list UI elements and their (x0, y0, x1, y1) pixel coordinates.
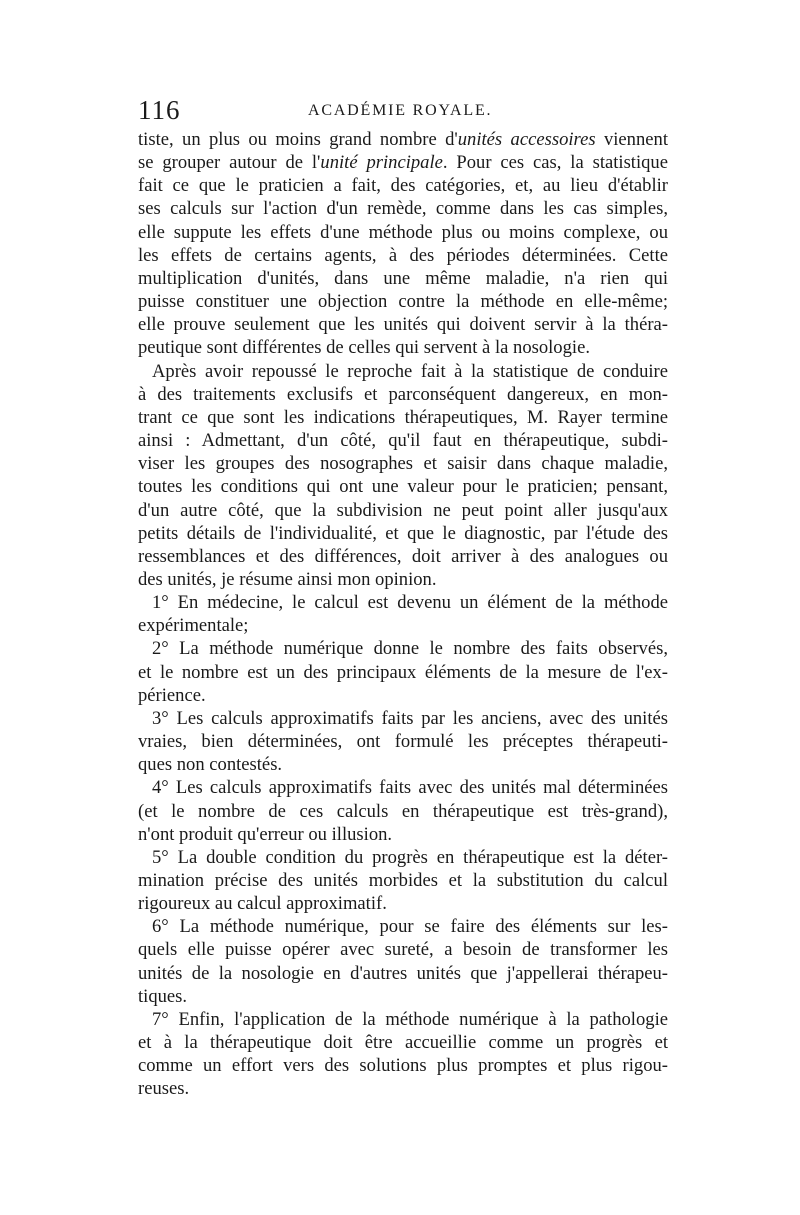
text-line: d'un autre côté, que la subdivision ne peut point aller jusqu'aux (138, 499, 668, 521)
paragraph (138, 128, 668, 360)
text-line: fait ce que le praticien a fait, des catégories, et, au lieu d'établir (138, 175, 668, 197)
text-line: 5° La double condition du progrès en thérapeutique est la déter- (152, 846, 668, 868)
text-line: se grouper autour de l'unité principale. Pour ces cas, la statistique (138, 152, 668, 174)
running-title: ACADÉMIE ROYALE. (308, 102, 493, 119)
text-line: quels elle puisse opérer avec sureté, a besoin de transformer les (138, 939, 668, 961)
text-line: puisse constituer une objection contre la méthode en elle-même; (138, 291, 668, 313)
text-line: 3° Les calculs approximatifs faits par les anciens, avec des unités (152, 707, 668, 729)
paragraph (138, 1008, 668, 1101)
page-number: 116 (138, 95, 181, 125)
text-line: petits détails de l'individualité, et que le diagnostic, par l'étude des (138, 522, 668, 544)
text-line: viser les groupes des nosographes et saisir dans chaque maladie, (138, 453, 668, 475)
text-line: peutique sont différentes de celles qui servent à la nosologie. (138, 337, 590, 359)
paragraph (138, 637, 668, 706)
text-line: (et le nombre de ces calculs en thérapeutique est très-grand), (138, 800, 668, 822)
text-line: les effets de certains agents, à des périodes déterminées. Cette (138, 244, 668, 266)
text-line: périence. (138, 684, 206, 706)
text-line: des unités, je résume ainsi mon opinion. (138, 568, 437, 590)
text-line: ques non contestés. (138, 754, 283, 776)
body-text (138, 128, 668, 1101)
paragraph (138, 915, 668, 1008)
italic-term: unités accessoires (457, 129, 596, 150)
text-line: rigoureux au calcul approximatif. (138, 893, 387, 915)
text-line: n'ont produit qu'erreur ou illusion. (138, 823, 393, 845)
text-line: vraies, bien déterminées, ont formulé les préceptes thérapeuti- (138, 731, 668, 753)
text-line: expérimentale; (138, 615, 249, 637)
text-line: ressemblances et des différences, doit arriver à des analogues ou (138, 545, 668, 567)
italic-term: unité principale (320, 152, 443, 174)
text-line: 2° La méthode numérique donne le nombre des faits observés, (152, 638, 668, 660)
paragraph (138, 846, 668, 915)
text-line: et le nombre est un des principaux éléments de la mesure de l'ex- (138, 661, 668, 683)
text-line: mination précise des unités morbides et la substitution du calcul (138, 870, 668, 891)
text-line: 4° Les calculs approximatifs faits avec des unités mal déterminées (152, 777, 668, 799)
running-head (138, 92, 668, 128)
text-line: 6° La méthode numérique, pour se faire des éléments sur les- (152, 916, 668, 938)
paragraph (138, 591, 668, 637)
text-line: tiste, un plus ou moins grand nombre d'unités accessoires viennent (138, 129, 668, 150)
paragraph (138, 707, 668, 776)
text-line: Après avoir repoussé le reproche fait à la statistique de conduire (152, 360, 668, 382)
text-line: toutes les conditions qui ont une valeur pour le praticien; pensant, (138, 476, 668, 498)
text-line: reuses. (138, 1078, 190, 1100)
text-line: 1° En médecine, le calcul est devenu un élément de la méthode (152, 592, 668, 614)
text-line: multiplication d'unités, dans une même maladie, n'a rien qui (138, 267, 668, 289)
text-line: elle suppute les effets d'une méthode plus ou moins complexe, ou (138, 221, 668, 243)
text-line: comme un effort vers des solutions plus promptes et plus rigou- (138, 1055, 668, 1077)
text-line: ses calculs sur l'action d'un remède, comme dans les cas simples, (138, 198, 668, 220)
paragraph (138, 360, 668, 592)
text-line: à des traitements exclusifs et parconséquent dangereux, en mon- (138, 383, 668, 405)
text-line: tiques. (138, 985, 188, 1007)
text-line: unités de la nosologie en d'autres unités que j'appellerai thérapeu- (138, 962, 668, 984)
text-line: ainsi : Admettant, d'un côté, qu'il faut en thérapeutique, subdi- (138, 430, 668, 452)
text-line: trant ce que sont les indications thérapeutiques, M. Rayer termine (138, 406, 668, 428)
text-line: elle prouve seulement que les unités qui doivent servir à la théra- (138, 314, 668, 336)
paragraph (138, 776, 668, 845)
text-line: et à la thérapeutique doit être accueillie comme un progrès et (138, 1032, 668, 1054)
text-line: 7° Enfin, l'application de la méthode numérique à la pathologie (152, 1008, 668, 1030)
